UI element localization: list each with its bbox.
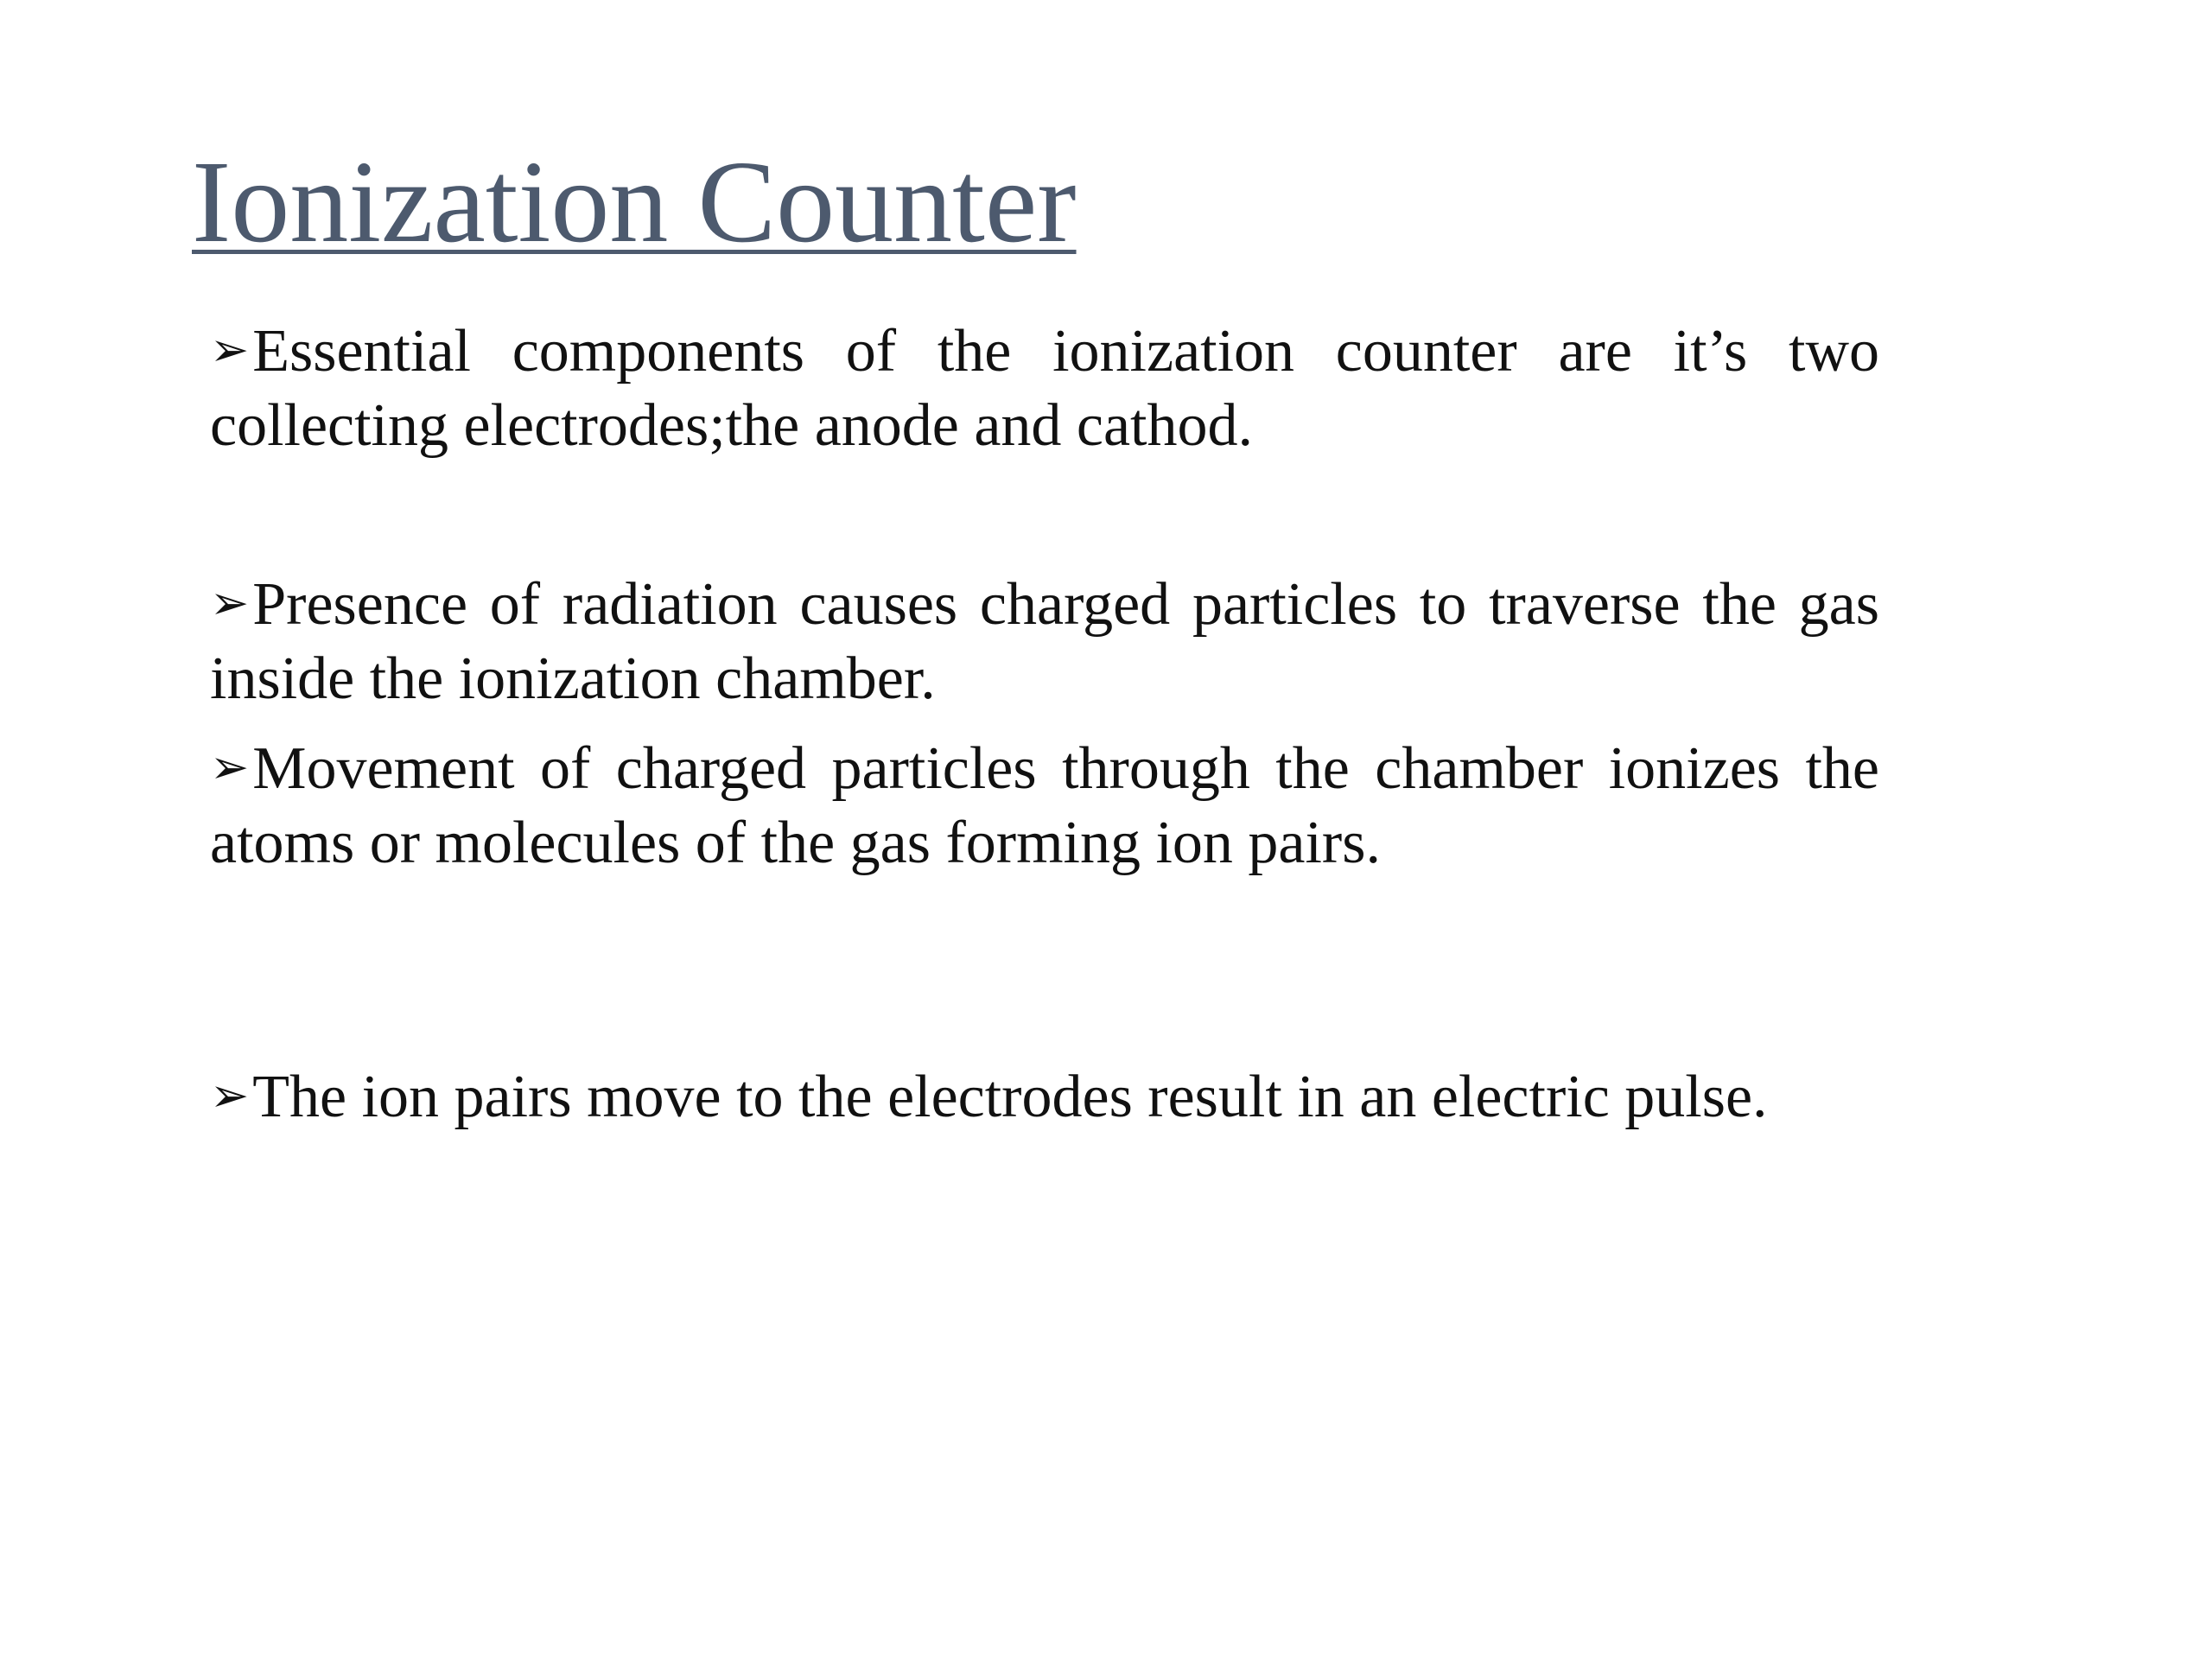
arrow-bullet-icon: ➢ bbox=[210, 575, 250, 630]
bullet-text: Presence of radiation causes charged particles to traverse the gas inside the ionization chamber. bbox=[210, 571, 1879, 712]
bullet-text: Essential components of the ionization counter are it’s two collecting electrodes;the anode and cathod. bbox=[210, 318, 1879, 459]
bullet-item bbox=[210, 1058, 1879, 1135]
bullet-text: Movement of charged particles through the chamber ionizes the atoms or molecules of the gas forming ion pairs. bbox=[210, 735, 1879, 876]
bullet-text: The ion pairs move to the electrodes result in an electric pulse. bbox=[252, 1064, 1768, 1130]
bullet-item bbox=[210, 730, 1879, 880]
arrow-bullet-icon: ➢ bbox=[210, 322, 250, 377]
bullet-item bbox=[210, 313, 1879, 463]
arrow-bullet-icon: ➢ bbox=[210, 740, 250, 794]
slide-title: Ionization Counter bbox=[192, 137, 1077, 267]
bullet-item bbox=[210, 566, 1879, 716]
arrow-bullet-icon: ➢ bbox=[210, 1068, 250, 1122]
